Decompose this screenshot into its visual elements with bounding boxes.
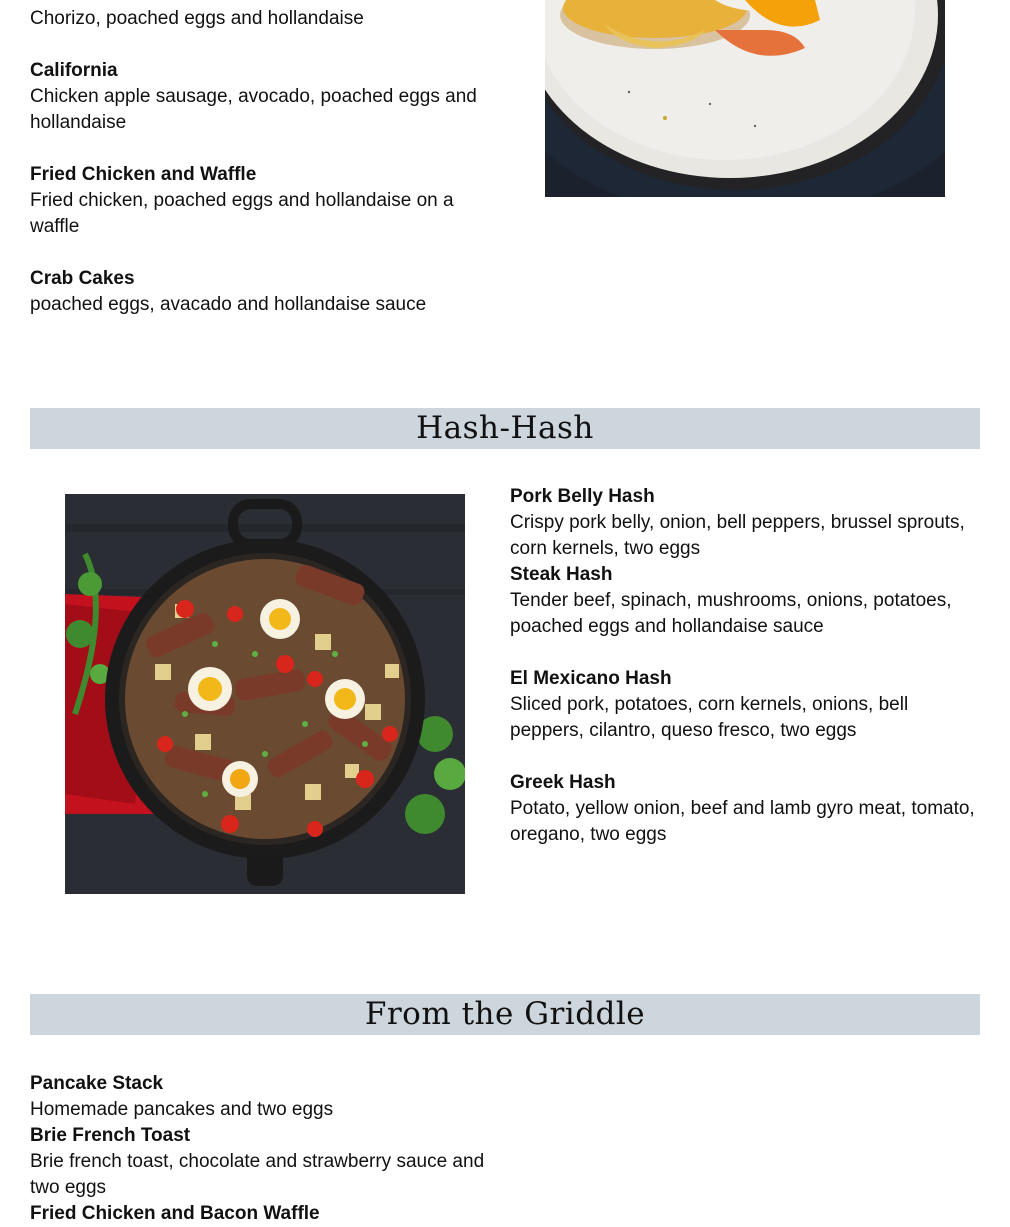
- menu-item-desc: Chorizo, poached eggs and hollandaise: [30, 8, 364, 29]
- menu-item-fried-chicken-bacon-waffle: [30, 1201, 505, 1227]
- menu-item-name: Fried Chicken and Bacon Waffle: [30, 1203, 320, 1224]
- menu-item-name: Pancake Stack: [30, 1073, 164, 1094]
- menu-item-el-mexicano-hash: [510, 666, 980, 744]
- menu-item-desc: Tender beef, spinach, mushrooms, onions, potatoes, poached eggs and hollandaise sauce: [510, 590, 952, 637]
- menu-item-name: Greek Hash: [510, 772, 616, 793]
- menu-item-pancake-stack: [30, 1071, 505, 1123]
- menu-item-steak-hash: [510, 562, 980, 640]
- menu-item-greek-hash: [510, 770, 980, 848]
- menu-item-chorizo: [30, 6, 505, 32]
- menu-item-crab-cakes: [30, 266, 505, 318]
- menu-item-fried-chicken-waffle: [30, 162, 505, 240]
- menu-item-desc: poached eggs, avacado and hollandaise sauce: [30, 294, 427, 315]
- menu-item-california: [30, 58, 505, 136]
- menu-item-name: El Mexicano Hash: [510, 668, 672, 689]
- skillet-hash-photo-icon: [65, 494, 465, 894]
- menu-item-name: California: [30, 60, 118, 81]
- menu-item-desc: Potato, yellow onion, beef and lamb gyro meat, tomato, oregano, two eggs: [510, 798, 975, 845]
- menu-item-desc: Fried chicken, poached eggs and hollandaise on a waffle: [30, 190, 454, 237]
- menu-item-name: Fried Chicken and Waffle: [30, 164, 257, 185]
- menu-item-name: Crab Cakes: [30, 268, 135, 289]
- menu-item-desc: Brie french toast, chocolate and strawberry sauce and two eggs: [30, 1151, 485, 1198]
- section-banner-griddle: From the Griddle: [30, 994, 980, 1035]
- menu-item-brie-french-toast: [30, 1123, 505, 1201]
- section-banner-hash: Hash-Hash: [30, 408, 980, 449]
- menu-item-name: Brie French Toast: [30, 1125, 191, 1146]
- menu-item-desc: Crispy pork belly, onion, bell peppers, brussel sprouts, corn kernels, two eggs: [510, 512, 965, 559]
- menu-item-name: Steak Hash: [510, 564, 613, 585]
- menu-item-desc: Chicken apple sausage, avocado, poached eggs and hollandaise: [30, 86, 477, 133]
- menu-item-desc: Homemade pancakes and two eggs: [30, 1099, 334, 1120]
- menu-item-name: Pork Belly Hash: [510, 486, 655, 507]
- menu-item-pork-belly-hash: [510, 484, 980, 562]
- menu-item-desc: Sliced pork, potatoes, corn kernels, onions, bell peppers, cilantro, queso fresco, two eggs: [510, 694, 909, 741]
- eggs-benedict-photo-icon: [545, 0, 945, 197]
